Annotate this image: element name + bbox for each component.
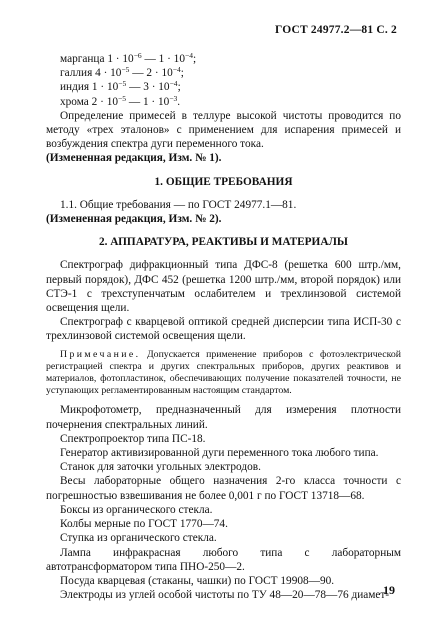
edit-note-2: (Измененная редакция, Изм. № 2). — [46, 213, 222, 226]
concentration-line: галлия $4 \cdot 10^{-5}$ — $2 \cdot 10^{-4}$; — [60, 65, 184, 80]
page-body — [46, 52, 401, 602]
list-item: Станок для заточки угольных электродов. — [60, 461, 261, 474]
concentration-line: марганца $1 \cdot 10^{-6}$ — $1 \cdot 10^{-4}$; — [60, 51, 197, 65]
list-item: Электроды из углей особой чистоты по ТУ 48—20—78—76 диамет- — [60, 589, 390, 602]
clause-1-1: 1.1. Общие требования — по ГОСТ 24977.1—81. — [60, 198, 297, 211]
method-paragraph: Определение примесей в теллуре высокой чистоты проводится по методу «трех эталонов» с применением для испарения примесей и возбуждения спектра дуги переменного тока. — [46, 109, 401, 151]
page-number: 19 — [383, 583, 395, 597]
list-item: Ступка из органического стекла. — [60, 532, 217, 545]
spectrograph-paragraph-1: Спектрограф дифракционный типа ДФС-8 (решетка 600 штр./мм, первый порядок), ДФС 452 (решетка 1200 штр./мм, второй порядок) или СТЭ-1 с трехступенчатым ослабителем и трехлинзовой системой освещения щели. — [46, 259, 401, 315]
spectrograph-paragraph-2: Спектрограф с кварцевой оптикой средней дисперсии типа ИСП-30 с трехлинзовой системой освещения щели. — [46, 316, 401, 343]
list-item: Микрофотометр, предназначенный для измерения плотности почернения спектральных линий. — [46, 404, 401, 431]
running-header: ГОСТ 24977.2—81 С. 2 — [274, 24, 397, 36]
note-label: Примечание. — [60, 348, 141, 360]
list-item: Посуда кварцевая (стаканы, чашки) по ГОСТ 19908—90. — [60, 574, 335, 587]
list-item: Генератор активизированной дуги переменного тока любого типа. — [60, 447, 379, 460]
note-text: Допускается применение приборов с фотоэлектрической регистрацией спектра и других спектральных приборов, других реактивов и материалов, фотопластинок, обеспечивающих получение показателей точности, не уступающих регламентированным настоящим стандартом. — [46, 348, 401, 397]
concentration-list — [46, 52, 401, 109]
edit-note-1: (Измененная редакция, Изм. № 1). — [46, 152, 222, 165]
note-paragraph — [46, 349, 401, 398]
section-heading-2: 2. АППАРАТУРА, РЕАКТИВЫ И МАТЕРИАЛЫ — [98, 236, 349, 249]
list-item: Лампа инфракрасная любого типа с лабораторным автотрансформатором типа ПНО-250—2. — [46, 546, 401, 573]
concentration-line: хрома $2 \cdot 10^{-5}$ — $1 \cdot 10^{-3}$. — [60, 93, 181, 108]
concentration-line: индия $1 \cdot 10^{-5}$ — $3 \cdot 10^{-4}$; — [60, 79, 181, 94]
list-item: Весы лабораторные общего назначения 2-го класса точности с погрешностью взвешивания не более 0,001 г по ГОСТ 13718—68. — [46, 475, 401, 502]
list-item: Спектропроектор типа ПС-18. — [60, 432, 206, 445]
section-heading-1: 1. ОБЩИЕ ТРЕБОВАНИЯ — [154, 175, 293, 188]
equipment-list — [46, 403, 401, 602]
list-item: Колбы мерные по ГОСТ 1770—74. — [60, 518, 228, 531]
list-item: Боксы из органического стекла. — [60, 503, 213, 516]
